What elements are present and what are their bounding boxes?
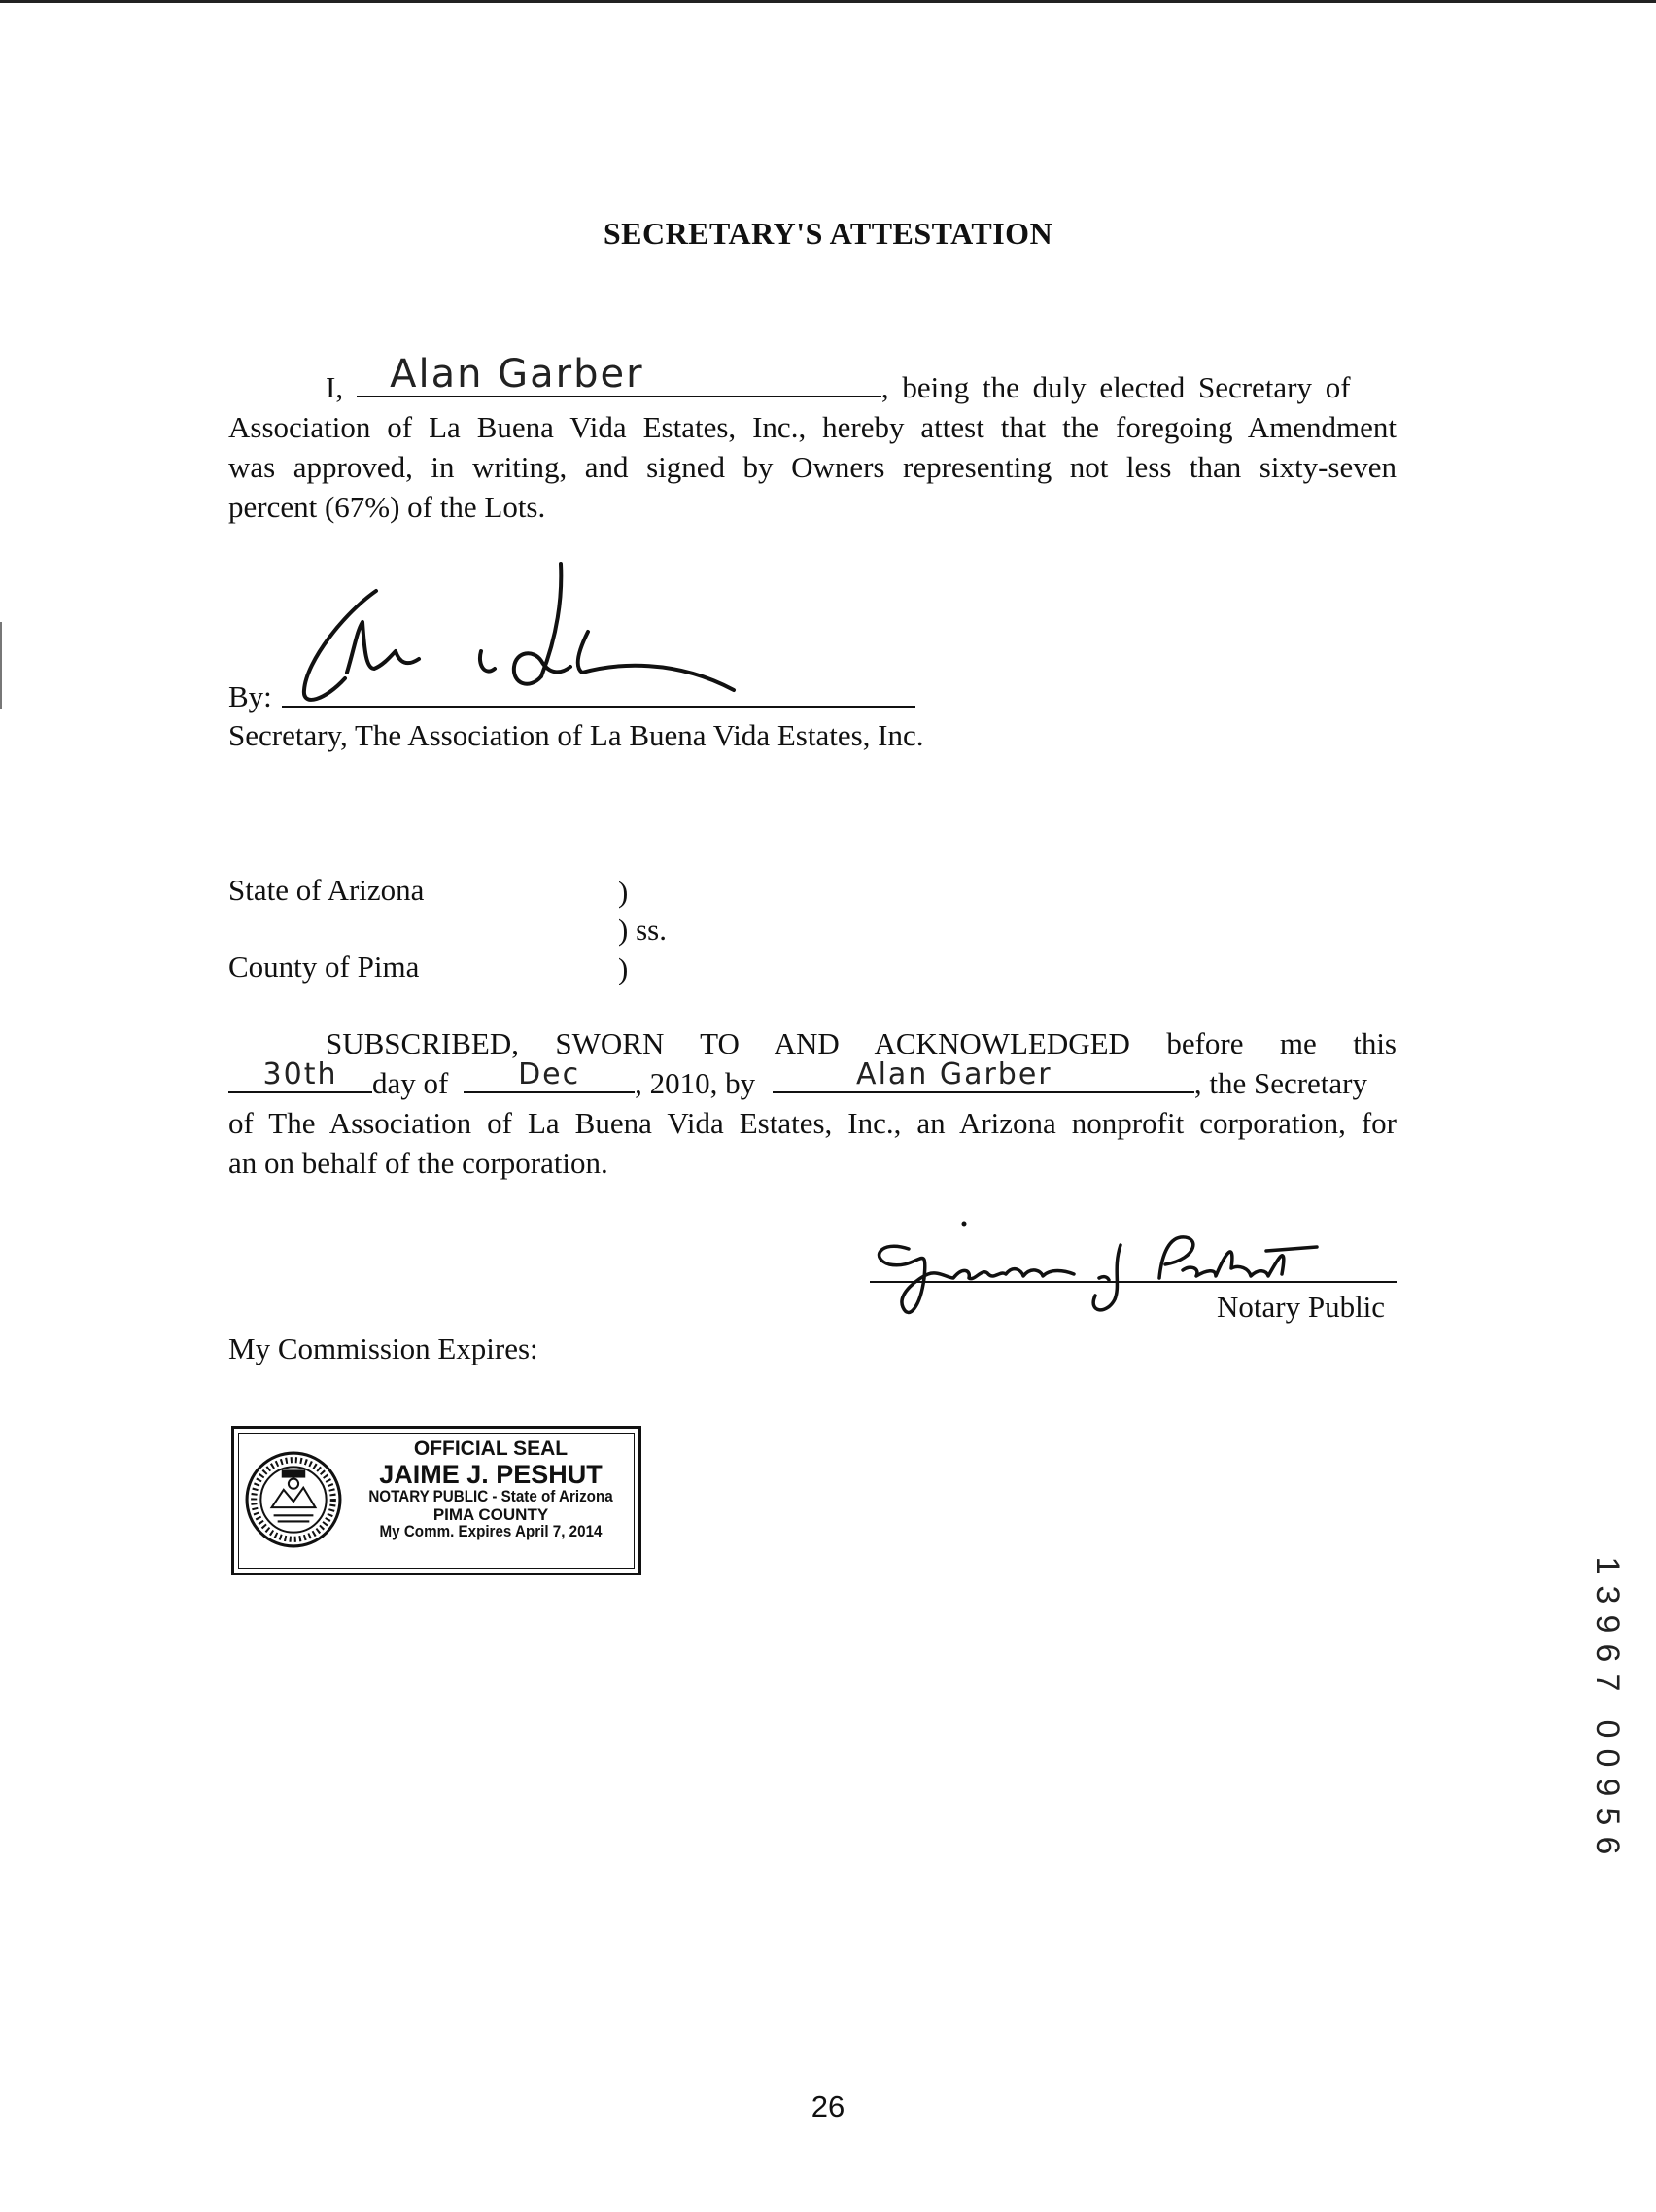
recording-digit: 0 [1589,1719,1626,1739]
secretary-name-blank [357,352,881,397]
venue-paren-3: ) [618,951,629,985]
recording-digit: 0 [1589,1748,1626,1768]
seal-line-5: My Comm. Expires April 7, 2014 [379,1523,603,1540]
acknowledgment-line-4: an on behalf of the corporation. [228,1146,608,1180]
recording-digit: 1 [1589,1556,1626,1575]
official-seal-stamp [231,1426,641,1575]
seal-line-3: NOTARY PUBLIC - State of Arizona [368,1487,613,1505]
page-number: 26 [811,2090,845,2124]
recording-number [1590,1551,1625,1860]
county-label: County of Pima [228,950,420,984]
venue-paren-1: ) [618,875,629,909]
acknowledgment-line-2 [228,1057,1397,1103]
day-handwritten: 30th [262,1057,338,1091]
recording-number-part-2 [1590,1714,1625,1860]
recording-digit: 6 [1589,1836,1626,1855]
state-label: State of Arizona [228,873,425,907]
notary-public-label: Notary Public [1217,1290,1386,1324]
acknowledged-name-handwritten: Alan Garber [856,1057,1052,1091]
recording-digit: 5 [1589,1807,1626,1826]
acknowledged-name-blank [773,1057,1194,1093]
attestation-prefix: I, [326,370,344,404]
attestation-line-2: Association of La Buena Vida Estates, Inc., hereby attest that the foregoing Amendment [228,410,1397,444]
seal-text-block [349,1438,633,1541]
scan-edge-top [0,0,1656,3]
seal-line-1: OFFICIAL SEAL [413,1437,569,1460]
recording-digit: 9 [1589,1614,1626,1634]
acknowledgment-paragraph [228,1023,1397,1183]
day-blank [228,1057,372,1093]
signer-title: Secretary, The Association of La Buena Vida Estates, Inc. [228,718,924,752]
month-blank [464,1057,635,1093]
acknowledgment-line-3: of The Association of La Buena Vida Estates, Inc., an Arizona nonprofit corporation, for [228,1106,1397,1140]
secretary-name-handwritten: Alan Garber [390,352,644,397]
secretary-signature [287,554,792,719]
month-handwritten: Dec [518,1057,581,1091]
recording-number-part-1 [1590,1551,1625,1697]
seal-line-4: PIMA COUNTY [432,1504,549,1524]
by-label: By: [228,679,272,713]
commission-expires-label: My Commission Expires: [228,1331,538,1365]
recording-digit: 3 [1589,1585,1626,1605]
attestation-line-3: was approved, in writing, and signed by Owners representing not less than sixty-seven [228,450,1397,484]
year-text: , 2010, by [635,1066,756,1100]
seal-line-2: JAIME J. PESHUT [379,1459,603,1489]
arizona-state-seal-icon [244,1450,343,1549]
day-of-text: day of [372,1066,449,1100]
acknowledgment-line-1: SUBSCRIBED, SWORN TO AND ACKNOWLEDGED before me this [326,1026,1397,1060]
recording-digit: 6 [1589,1643,1626,1663]
attestation-line-4: percent (67%) of the Lots. [228,490,546,524]
acknowledgment-line-2-end: , the Secretary [1193,1066,1368,1100]
recording-digit: 7 [1589,1673,1626,1692]
recording-digit: 9 [1589,1778,1626,1797]
attestation-paragraph [228,352,1397,527]
document-title: SECRETARY'S ATTESTATION [603,216,1053,251]
attestation-line-1-rest: , being the duly elected Secretary of [880,370,1351,404]
venue-paren-2: ) ss. [618,913,667,947]
scan-edge-left [0,622,2,709]
attestation-line-1 [228,352,1397,407]
